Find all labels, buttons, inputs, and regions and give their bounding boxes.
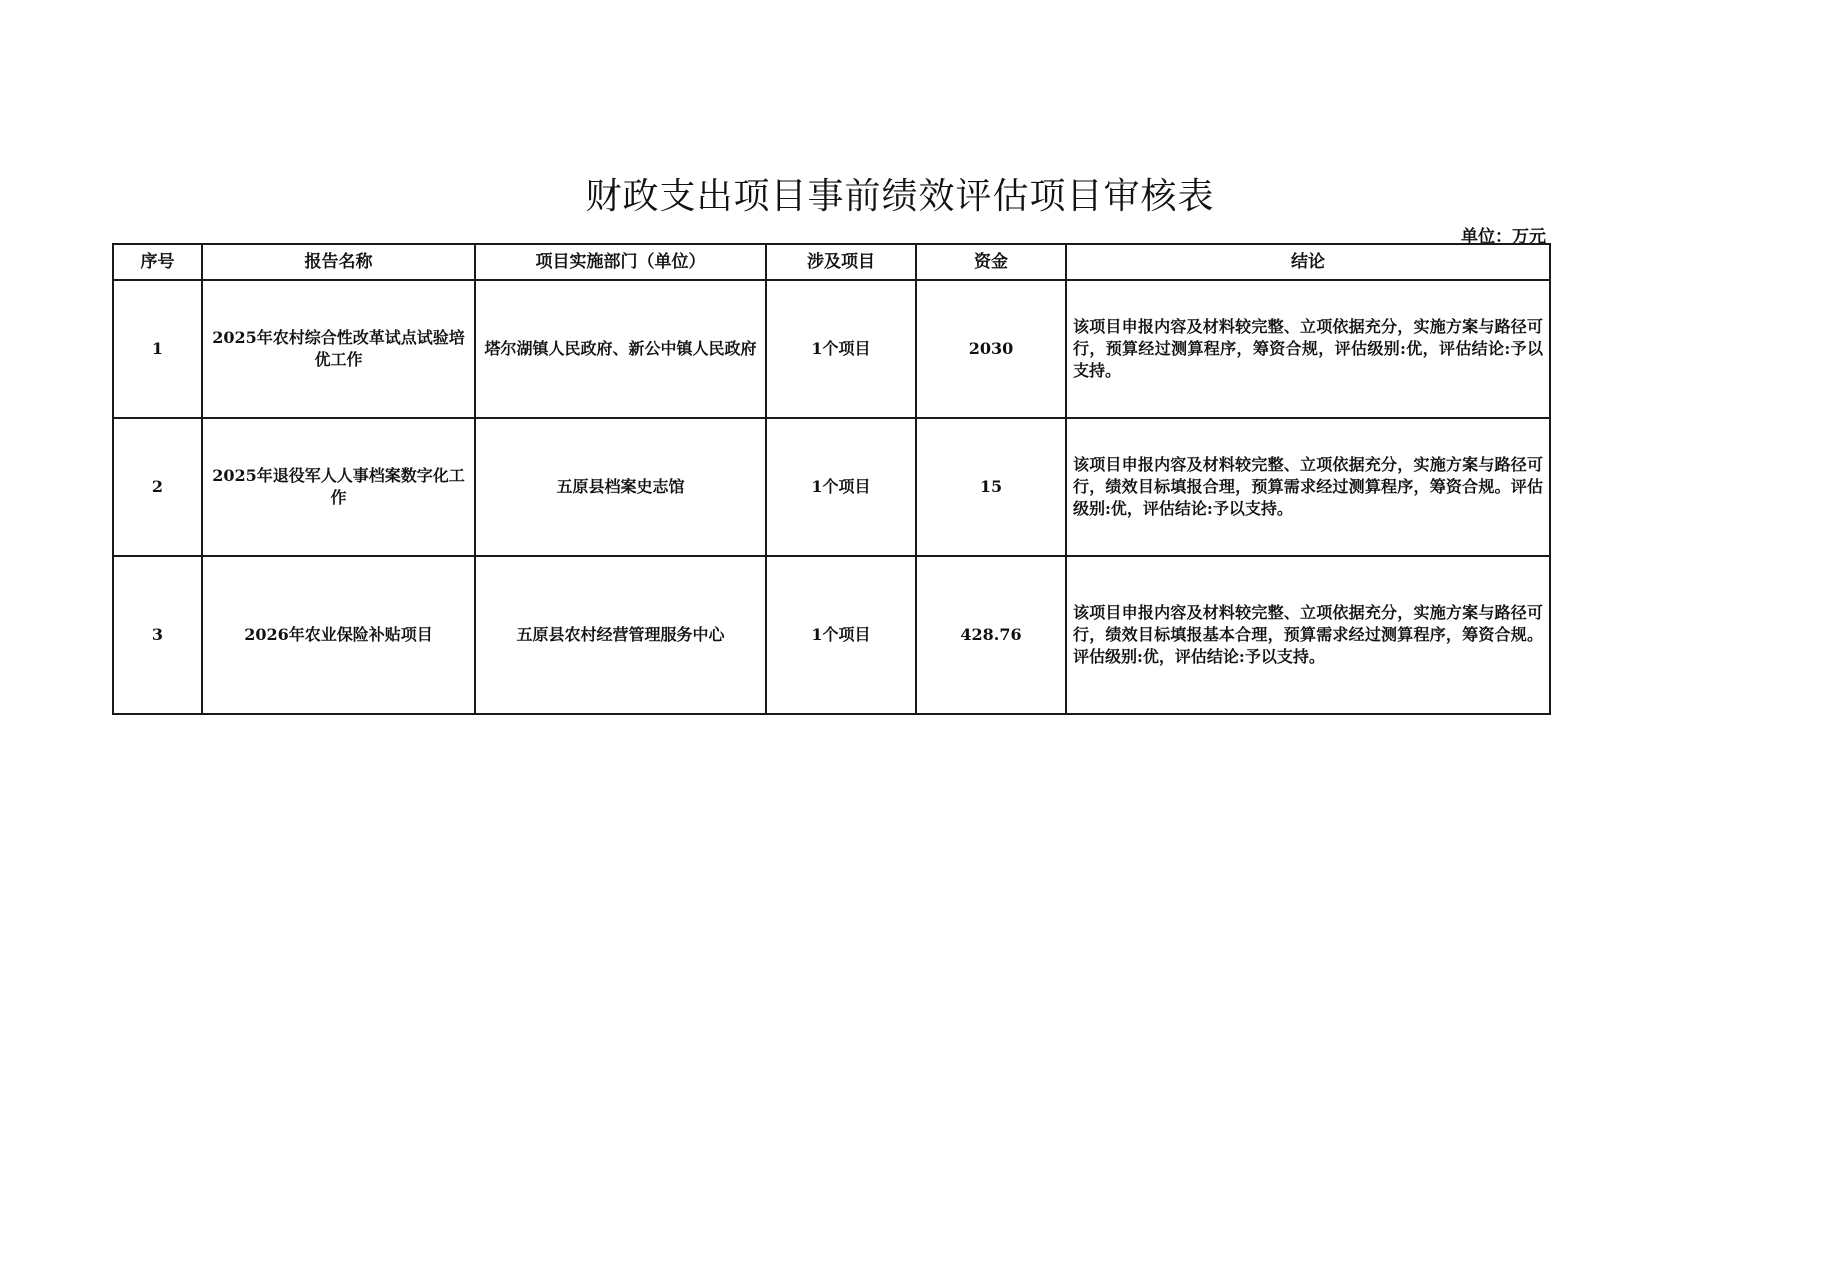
- table-row: [113, 280, 1550, 418]
- header-conclusion: 结论: [1066, 244, 1550, 280]
- table-header-row: [113, 244, 1550, 280]
- cell-funds: 15: [916, 418, 1066, 556]
- cell-conclusion: 该项目申报内容及材料较完整、立项依据充分，实施方案与路径可行，绩效目标填报基本合理，预算需求经过测算程序，筹资合规。评估级别:优，评估结论:予以支持。: [1066, 556, 1550, 714]
- cell-department: 五原县档案史志馆: [475, 418, 766, 556]
- cell-conclusion: 该项目申报内容及材料较完整、立项依据充分，实施方案与路径可行，预算经过测算程序，筹资合规，评估级别:优，评估结论:予以支持。: [1066, 280, 1550, 418]
- cell-index: 3: [113, 556, 202, 714]
- cell-report-name: 2025年退役军人人事档案数字化工作: [202, 418, 475, 556]
- cell-department: 五原县农村经营管理服务中心: [475, 556, 766, 714]
- cell-projects: 1个项目: [766, 556, 916, 714]
- table-row: [113, 556, 1550, 714]
- header-index: 序号: [113, 244, 202, 280]
- cell-report-name: 2026年农业保险补贴项目: [202, 556, 475, 714]
- cell-department: 塔尔湖镇人民政府、新公中镇人民政府: [475, 280, 766, 418]
- header-report-name: 报告名称: [202, 244, 475, 280]
- cell-funds: 428.76: [916, 556, 1066, 714]
- cell-report-name: 2025年农村综合性改革试点试验培优工作: [202, 280, 475, 418]
- cell-projects: 1个项目: [766, 280, 916, 418]
- header-department: 项目实施部门（单位）: [475, 244, 766, 280]
- cell-conclusion: 该项目申报内容及材料较完整、立项依据充分，实施方案与路径可行，绩效目标填报合理，预算需求经过测算程序，筹资合规。评估级别:优，评估结论:予以支持。: [1066, 418, 1550, 556]
- cell-funds: 2030: [916, 280, 1066, 418]
- header-funds: 资金: [916, 244, 1066, 280]
- review-table: [112, 243, 1551, 715]
- table-row: [113, 418, 1550, 556]
- unit-label: 单位：万元: [1461, 227, 1546, 247]
- page-title: 财政支出项目事前绩效评估项目审核表: [585, 176, 1215, 217]
- cell-index: 1: [113, 280, 202, 418]
- cell-projects: 1个项目: [766, 418, 916, 556]
- header-projects: 涉及项目: [766, 244, 916, 280]
- cell-index: 2: [113, 418, 202, 556]
